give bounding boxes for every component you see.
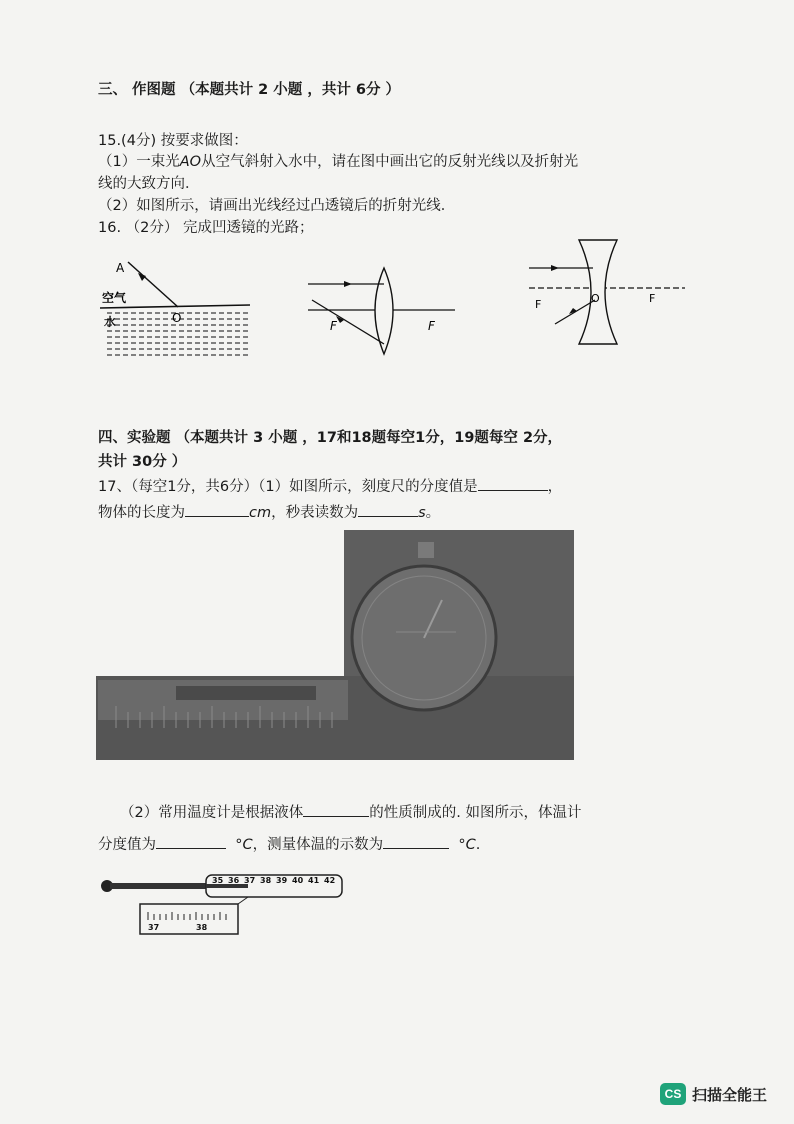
ray-through-focus [312, 300, 384, 344]
convex-lens [375, 268, 393, 354]
ruler-stopwatch-photo [96, 528, 580, 762]
q15-part1-a: （1）一束光 [98, 154, 180, 170]
q17-part2-line1 [120, 802, 581, 823]
thermometer-scale-label: 38 [260, 876, 272, 885]
q15-part1-b: 从空气斜射入水中，请在图中画出它的反射光线以及折射光 [201, 154, 579, 170]
unit-celsius-1: °C [235, 837, 253, 853]
thermometer-scale-label: 40 [292, 876, 304, 885]
q17-2-text-a: （2）常用温度计是根据液体 [120, 805, 304, 821]
ray-arrow-1 [551, 265, 559, 271]
interface-line [100, 305, 250, 308]
camscanner-watermark [660, 1083, 767, 1105]
q15-part2: （2）如图所示，请画出光线经过凸透镜后的折射光线． [98, 198, 456, 214]
q17-part2-line2 [98, 834, 480, 855]
q15-title: 15.(4分) 按要求做图： [98, 133, 248, 149]
label-f-right: F [428, 319, 435, 333]
thermometer-tube [110, 883, 208, 889]
answer-blank-division[interactable] [478, 476, 548, 491]
label-f-left: F [535, 298, 542, 311]
q17-line1 [98, 476, 562, 497]
q17-text-a-end: ， [547, 479, 563, 495]
thermometer-figure [98, 870, 354, 948]
section4-heading-cont: 共计 30分 ） [98, 454, 187, 470]
answer-blank-property[interactable] [303, 802, 369, 817]
cs-logo-icon: CS [660, 1083, 686, 1105]
ray-arrow-1 [344, 281, 352, 287]
unit-celsius-2: °C [458, 837, 476, 853]
unit-cm: cm [249, 505, 272, 521]
answer-blank-thermo-division[interactable] [156, 834, 226, 849]
answer-blank-stopwatch[interactable] [358, 502, 418, 517]
measured-object [176, 686, 316, 700]
q16-title: 16. （2分） 完成凹透镜的光路； [98, 220, 314, 236]
q15-part1 [98, 152, 578, 172]
q17-3-text-b: ，测量体温的示数为 [252, 837, 384, 853]
incident-ray [128, 262, 178, 307]
label-air: 空气 [102, 291, 127, 305]
answer-blank-length[interactable] [185, 502, 249, 517]
q15-part1-ao: AO [179, 154, 202, 170]
label-f-left: F [330, 319, 337, 333]
label-water: 水 [104, 315, 117, 329]
q15-part1-cont: 线的大致方向． [98, 176, 200, 192]
unit-s: s [418, 505, 426, 521]
label-o: O [172, 311, 182, 325]
zoom-connector [238, 897, 248, 904]
label-o: O [591, 292, 600, 305]
thermometer-scale-label: 37 [244, 876, 256, 885]
q17-2-text-b: 的性质制成的. 如图所示，体温计 [369, 805, 582, 821]
refraction-figure [98, 250, 258, 365]
convex-lens-figure [300, 262, 460, 362]
thermometer-scale-label: 36 [228, 876, 240, 885]
thermometer-scale-label: 41 [308, 876, 320, 885]
section3-heading: 三、 作图题 （本题共计 2 小题 ，共计 6分 ） [98, 82, 401, 98]
label-f-right: F [649, 292, 656, 305]
thermometer-scale-label: 35 [212, 876, 224, 885]
q17-text-a: 17、（每空1分，共6分）（1）如图所示，刻度尺的分度值是 [98, 479, 478, 495]
thermometer-scale-label: 42 [324, 876, 336, 885]
zoom-scale-label: 37 [148, 923, 160, 932]
label-a: A [116, 261, 125, 275]
q17-text-b-end: 。 [425, 505, 441, 521]
concave-lens-figure [525, 236, 690, 351]
zoom-scale-label: 38 [196, 923, 208, 932]
q17-text-b2: ，秒表读数为 [271, 505, 359, 521]
watermark-text: 扫描全能王 [692, 1085, 768, 1104]
section4-heading: 四、实验题 （本题共计 3 小题 ，17和18题每空1分，19题每空 2分， [98, 430, 563, 446]
answer-blank-temperature[interactable] [383, 834, 449, 849]
q17-3-text-end: . [475, 837, 481, 853]
stopwatch-crown [418, 542, 434, 558]
q17-3-text-a: 分度值为 [98, 837, 156, 853]
thermometer-scale-label: 39 [276, 876, 288, 885]
q17-line2 [98, 502, 440, 523]
q17-text-b1: 物体的长度为 [98, 505, 185, 521]
